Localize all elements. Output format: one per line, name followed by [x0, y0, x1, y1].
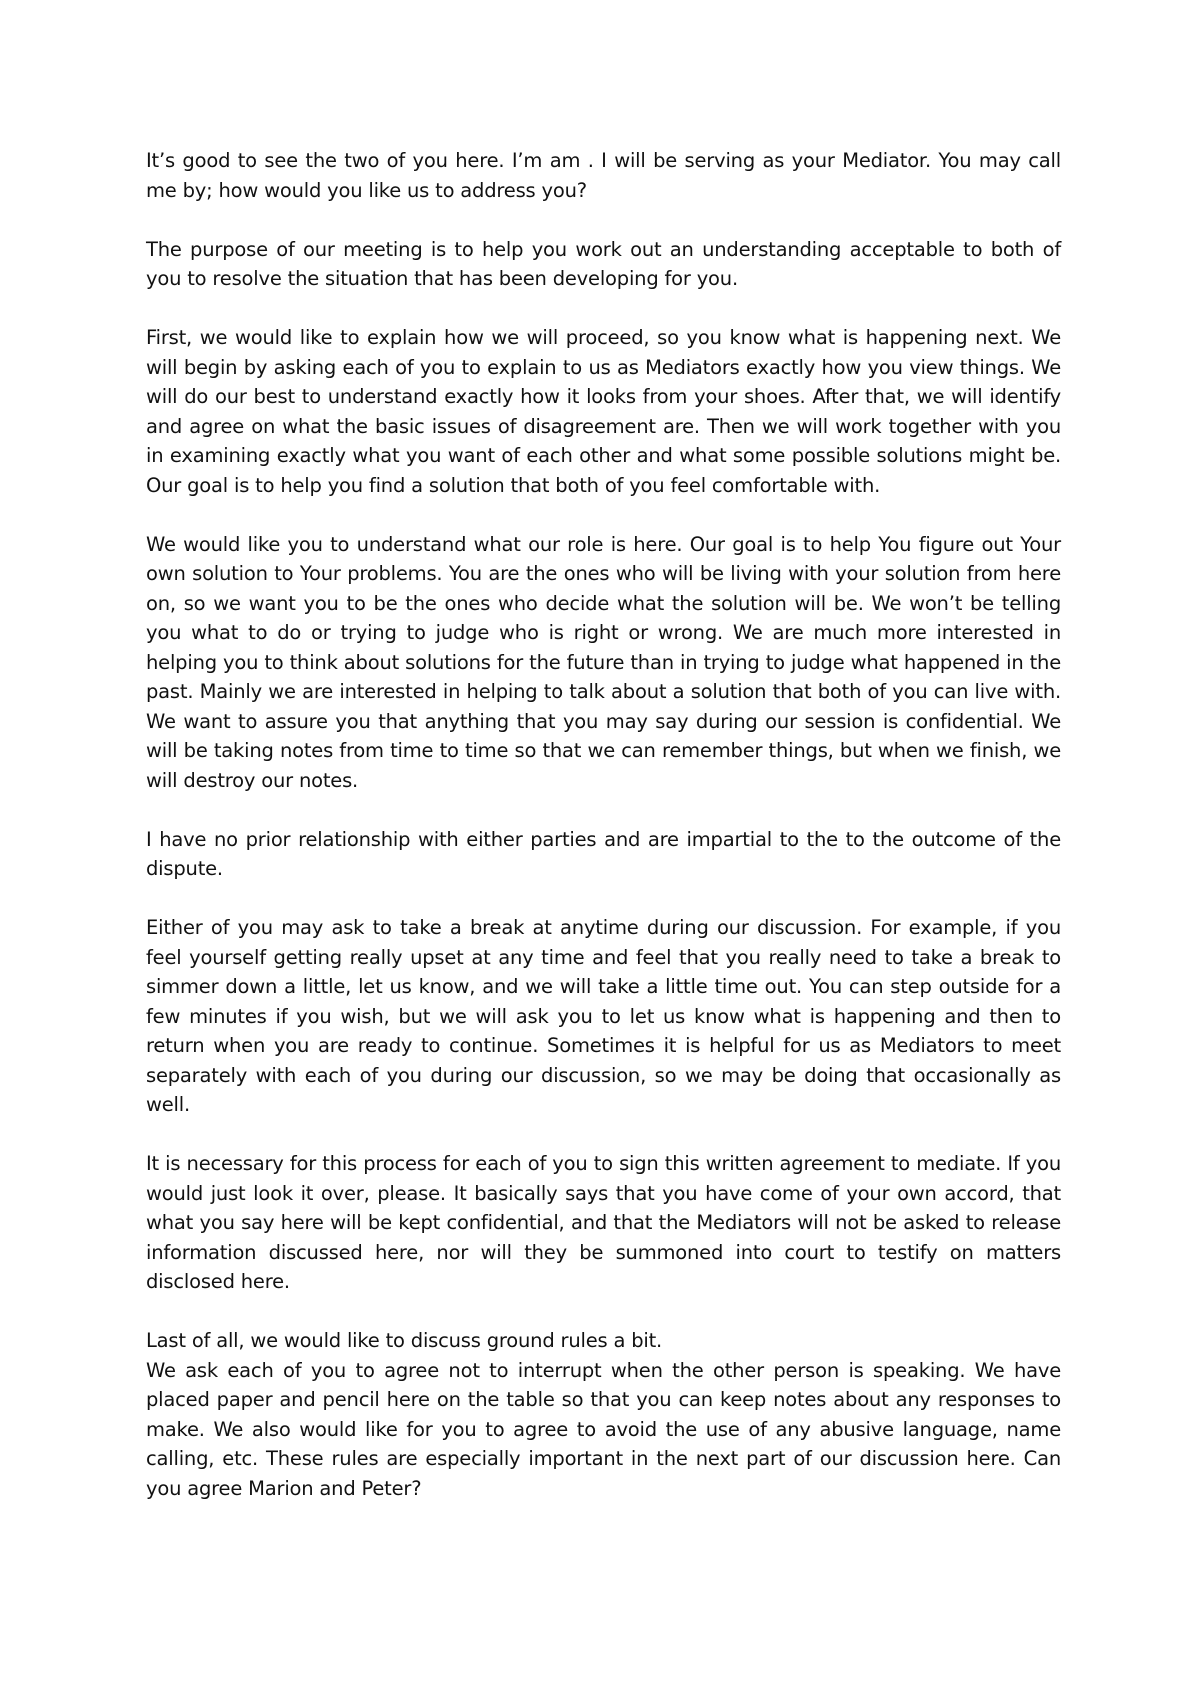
paragraph-process: First, we would like to explain how we will proceed, so you know what is happening next. We will begin by asking each of you to explain to us as Mediators exactly how you view things. We will do our best to understand exactly how it looks from your shoes. After that, we will identify and agree on what the basic issues of disagreement are. Then we will work together with you in examining exactly what you want of each other and what some possible solutions might be. Our goal is to help you find a solution that both of you feel comfortable with.: [146, 326, 1061, 497]
document-page: [146, 146, 1061, 1533]
paragraph-agreement: It is necessary for this process for each of you to sign this written agreement to mediate. If you would just look it over, please. It basically says that you have come of your own accord, that what you say here will be kept confidential, and that the Mediators will not be asked to release information discussed here, nor will they be summoned into court to testify on matters disclosed here.: [146, 1152, 1061, 1293]
paragraph-ground-rules-intro: Last of all, we would like to discuss ground rules a bit.: [146, 1329, 663, 1352]
paragraph-breaks: Either of you may ask to take a break at anytime during our discussion. For example, if you feel yourself getting really upset at any time and feel that you really need to take a break to simmer down a little, let us know, and we will take a little time out. You can step outside for a few minutes if you wish, but we will ask you to let us know what is happening and then to return when you are ready to continue. Sometimes it is helpful for us as Mediators to meet separately with each of you during our discussion, so we may be doing that occasionally as well.: [146, 916, 1061, 1116]
paragraph-purpose: The purpose of our meeting is to help you work out an understanding acceptable to both of you to resolve the situation that has been developing for you.: [146, 237, 1061, 290]
paragraph-role: We would like you to understand what our role is here. Our goal is to help You figure out Your own solution to Your problems. You are the ones who will be living with your solution from here on, so we want you to be the ones who decide what the solution will be. We won’t be telling you what to do or trying to judge who is right or wrong. We are much more interested in helping you to think about solutions for the future than in trying to judge what happened in the past. Mainly we are interested in helping to talk about a solution that both of you can live with. We want to assure you that anything that you may say during our session is confidential. We will be taking notes from time to time so that we can remember things, but when we finish, we will destroy our notes.: [146, 532, 1061, 792]
paragraph-impartiality: I have no prior relationship with either parties and are impartial to the to the outcome of the dispute.: [146, 827, 1061, 880]
paragraph-greeting: It’s good to see the two of you here. I’m am . I will be serving as your Mediator. You may call me by; how would you like us to address you?: [146, 149, 1061, 202]
paragraph-ground-rules: We ask each of you to agree not to interrupt when the other person is speaking. We have placed paper and pencil here on the table so that you can keep notes about any responses to make. We also would like for you to agree to avoid the use of any abusive language, name calling, etc. These rules are especially important in the next part of our discussion here. Can you agree Marion and Peter?: [146, 1358, 1061, 1500]
